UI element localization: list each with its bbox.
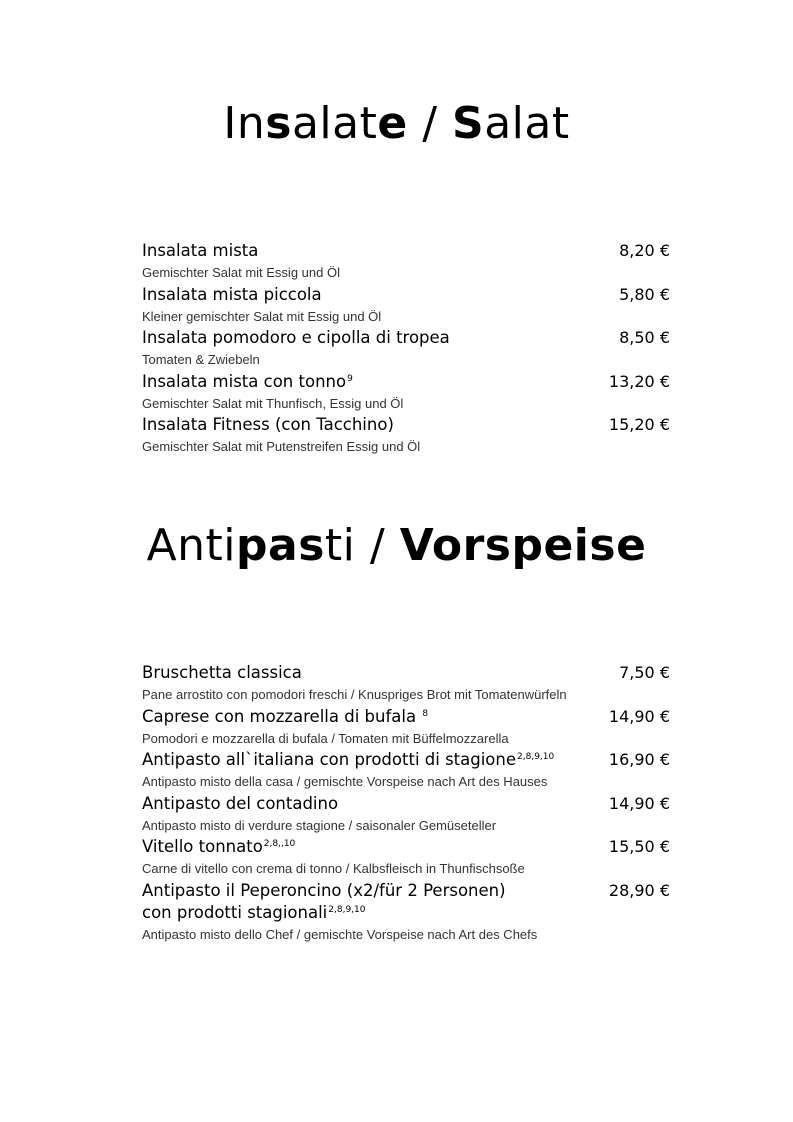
item-name: Insalata mista con tonno$^9$ xyxy=(142,371,353,391)
title-part: alat xyxy=(484,98,570,149)
item-price: 7,50 € xyxy=(619,663,670,682)
item-price: 15,50 € xyxy=(608,837,670,856)
item-price: 14,90 € xyxy=(608,706,670,726)
item-name: Antipasto il Peperoncino (x2/für 2 Personen) xyxy=(142,880,506,900)
menu-item xyxy=(142,662,670,706)
item-description: Pomodori e mozzarella di bufala / Tomaten mit Büffelmozzarella xyxy=(142,730,509,746)
item-price: 13,20 € xyxy=(608,371,670,391)
item-price: 16,90 € xyxy=(608,750,670,769)
title-part: e xyxy=(377,98,408,149)
item-description: Gemischter Salat mit Thunfisch, Essig und Öl xyxy=(142,395,404,411)
menu-item xyxy=(142,371,670,415)
title-part: s xyxy=(265,98,292,149)
item-description: Antipasto misto dello Chef / gemischte Vorspeise nach Art des Chefs xyxy=(142,926,538,942)
item-price: 14,90 € xyxy=(608,793,670,813)
menu-item xyxy=(142,836,670,880)
item-price: 5,80 € xyxy=(619,284,670,304)
item-description: Carne di vitello con crema di tonno / Kalbsfleisch in Thunfischsoße xyxy=(142,861,525,876)
item-description: Kleiner gemischter Salat mit Essig und Öl xyxy=(142,308,382,324)
item-price: 8,50 € xyxy=(619,328,670,347)
section-title-insalate xyxy=(0,98,793,149)
item-name: Antipasto del contadino xyxy=(142,793,339,813)
item-name: Insalata pomodoro e cipolla di tropea xyxy=(142,328,450,347)
item-description: Tomaten & Zwiebeln xyxy=(142,352,260,367)
menu-item xyxy=(142,880,670,946)
item-price: 8,20 € xyxy=(619,241,670,260)
menu-item xyxy=(142,327,670,371)
menu-item xyxy=(142,706,670,750)
item-price: 15,20 € xyxy=(608,415,670,434)
title-part: / xyxy=(407,98,452,149)
title-part: Anti xyxy=(146,520,237,571)
title-part: pas xyxy=(236,520,325,571)
item-name: Insalata Fitness (con Tacchino) xyxy=(142,415,394,434)
title-part: alat xyxy=(291,98,378,149)
item-name: Caprese con mozzarella di bufala $^8$ xyxy=(142,706,429,726)
menu-item xyxy=(142,793,670,837)
menu-item xyxy=(142,749,670,793)
menu-item xyxy=(142,240,670,284)
item-name-continued: con prodotti stagionali$^{2,8,9,10}$ xyxy=(142,902,366,922)
item-description: Antipasto misto di verdure stagione / saisonaler Gemüseteller xyxy=(142,817,497,833)
item-name: Antipasto all`italiana con prodotti di stagione$^{2,8,9,10}$ xyxy=(142,750,555,769)
salad-list xyxy=(142,240,670,458)
item-description: Gemischter Salat mit Essig und Öl xyxy=(142,265,340,280)
item-description: Antipasto misto della casa / gemischte Vorspeise nach Art des Hauses xyxy=(142,774,548,789)
item-name: Bruschetta classica xyxy=(142,663,302,682)
title-part: / xyxy=(355,520,400,571)
item-name: Insalata mista piccola xyxy=(142,284,322,304)
title-part: In xyxy=(223,98,266,149)
item-description: Gemischter Salat mit Putenstreifen Essig und Öl xyxy=(142,439,421,454)
item-name: Vitello tonnato$^{2,8,,10}$ xyxy=(142,837,296,856)
title-part: ti xyxy=(324,520,356,571)
section-title-antipasti xyxy=(0,520,793,571)
title-part: S xyxy=(452,98,485,149)
item-name: Insalata mista xyxy=(142,241,259,260)
item-price: 28,90 € xyxy=(608,880,670,900)
menu-item xyxy=(142,414,670,458)
item-description: Pane arrostito con pomodori freschi / Knuspriges Brot mit Tomatenwürfeln xyxy=(142,687,567,702)
antipasti-list xyxy=(142,662,670,945)
title-part: Vorspeise xyxy=(399,520,647,571)
menu-item xyxy=(142,284,670,328)
